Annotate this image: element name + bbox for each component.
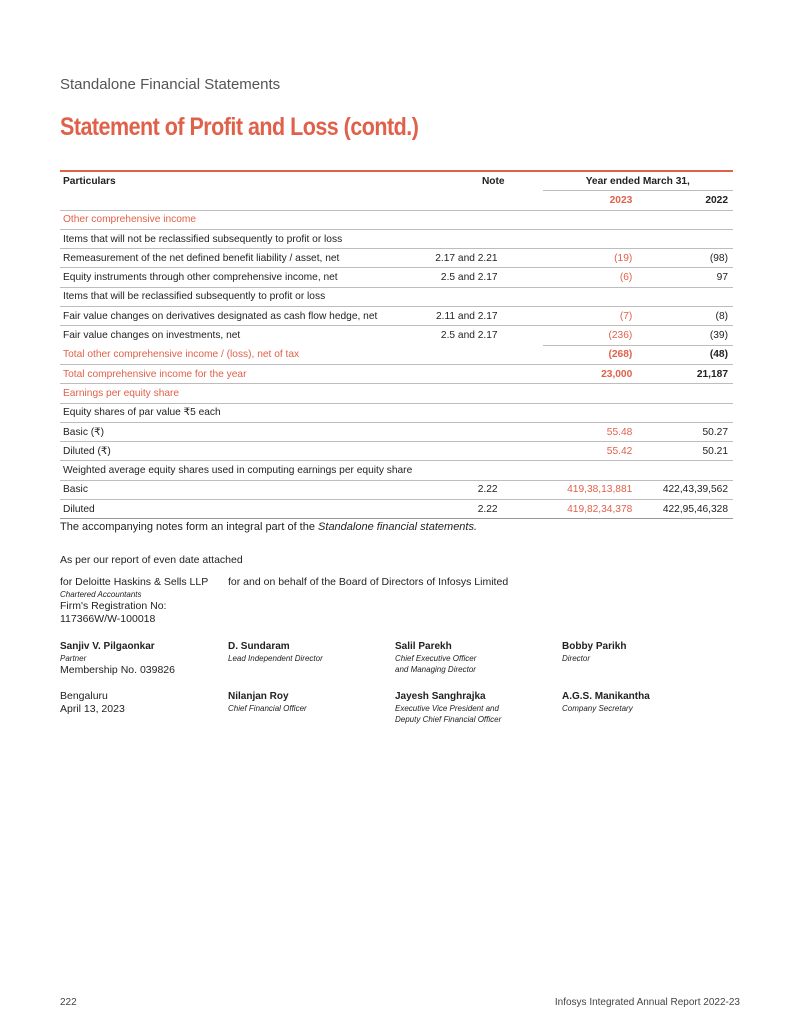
report-statement: As per our report of even date attached [60,554,243,566]
table-header-row [60,171,733,191]
row-value-2023: 55.48 [543,422,639,441]
row-label: Basic [60,480,412,499]
section-title: Standalone Financial Statements [60,76,281,93]
row-value-2022: 50.21 [638,442,733,461]
row-label: Other comprehensive income [60,210,412,229]
row-value-2022: 422,95,46,328 [638,500,733,519]
table-row [60,442,733,461]
report-title: Infosys Integrated Annual Report 2022-23 [554,997,740,1008]
row-value-2023: (7) [543,307,639,326]
row-note: 2.5 and 2.17 [440,330,498,342]
row-value-2022: 422,43,39,562 [638,480,733,499]
row-label: Equity shares of par value ₹5 each [60,403,412,422]
row-value-2023: 419,82,34,378 [543,500,639,519]
row-note: 2.17 and 2.21 [412,249,542,268]
page-number: 222 [60,997,77,1008]
page-title: Statement of Profit and Loss (contd.) [60,113,419,141]
row-value-2022: (8) [638,307,733,326]
row-note: 2.22 [412,500,542,519]
row-label: Diluted [60,500,412,519]
auditor-reg-no: 117366W/W-100018 [60,613,156,625]
place: Bengaluru [60,690,108,702]
row-value-2022: (48) [638,345,733,364]
row-value-2023: (6) [543,268,639,287]
profit-loss-table [60,170,733,519]
row-label: Fair value changes on investments, net [63,330,241,342]
auditor-block [60,576,208,626]
row-label: Total other comprehensive income / (loss), net of tax [60,345,412,364]
table-row-total [60,345,733,364]
table-row [60,500,733,519]
row-label: Items that will be reclassified subsequently to profit or loss [60,287,412,306]
row-label: Fair value changes on derivatives designated as cash flow hedge, net [60,307,412,326]
table-row [60,326,733,345]
row-label: Basic (₹) [60,422,412,441]
table-row [60,422,733,441]
row-value-2022: (39) [638,326,733,345]
table-row [60,210,733,229]
table-row [60,461,733,480]
signatory-roy: Nilanjan Roy Chief Financial Officer [228,691,307,713]
signatory-sanghrajka: Jayesh Sanghrajka Executive Vice President and Deputy Chief Financial Officer [395,691,502,724]
signatory-parikh: Bobby Parikh Director [562,641,627,663]
table-year-row [60,191,733,210]
table-row [60,268,733,287]
table-row [60,307,733,326]
row-value-2022: 21,187 [638,364,733,383]
notes-statement: The accompanying notes form an integral part of the Standalone financial statements. [60,521,478,533]
col-2023: 2023 [543,191,639,210]
row-value-2023: 55.42 [543,442,639,461]
row-value-2022: 50.27 [638,422,733,441]
table-row [60,287,733,306]
auditor-reg-label: Firm's Registration No: [60,600,167,612]
row-label: Equity instruments through other comprehensive income, net [60,268,412,287]
signatory-manikantha: A.G.S. Manikantha Company Secretary [562,691,650,713]
row-value-2023: (236) [543,326,639,345]
place-date [60,690,125,716]
date: April 13, 2023 [60,703,125,715]
table-row-total [60,364,733,383]
col-year: Year ended March 31, [543,171,733,191]
row-note: 2.5 and 2.17 [412,268,542,287]
signatory-sundaram: D. Sundaram Lead Independent Director [228,641,323,663]
col-2022: 2022 [638,191,733,210]
row-value-2023: 419,38,13,881 [543,480,639,499]
row-value-2022: (98) [638,249,733,268]
board-label: for and on behalf of the Board of Directors of Infosys Limited [228,576,509,588]
col-particulars: Particulars [63,175,116,187]
signatory-pilgaonkar: Sanjiv V. Pilgaonkar Partner Membership No. 039826 [60,641,175,676]
row-label: Earnings per equity share [60,384,412,403]
table-row [60,480,733,499]
row-label: Remeasurement of the net defined benefit liability / asset, net [60,249,412,268]
row-label: Total comprehensive income for the year [60,364,412,383]
row-label: Weighted average equity shares used in computing earnings per equity share [60,461,412,480]
row-label: Items that will not be reclassified subsequently to profit or loss [60,229,412,248]
table-row [60,384,733,403]
row-value-2022: 97 [638,268,733,287]
row-value-2023: (268) [543,345,639,364]
row-label: Diluted (₹) [60,442,412,461]
row-note: 2.11 and 2.17 [412,307,542,326]
row-value-2023: 23,000 [543,364,639,383]
row-note: 2.22 [412,480,542,499]
row-value-2023: (19) [543,249,639,268]
auditor-firm: for Deloitte Haskins & Sells LLP [60,576,209,588]
table-row [60,229,733,248]
table-row [60,403,733,422]
table-row [60,249,733,268]
signatory-parekh: Salil Parekh Chief Executive Officer and Managing Director [395,641,477,674]
col-note: Note [481,175,505,187]
auditor-firm-type: Chartered Accountants [60,590,142,599]
